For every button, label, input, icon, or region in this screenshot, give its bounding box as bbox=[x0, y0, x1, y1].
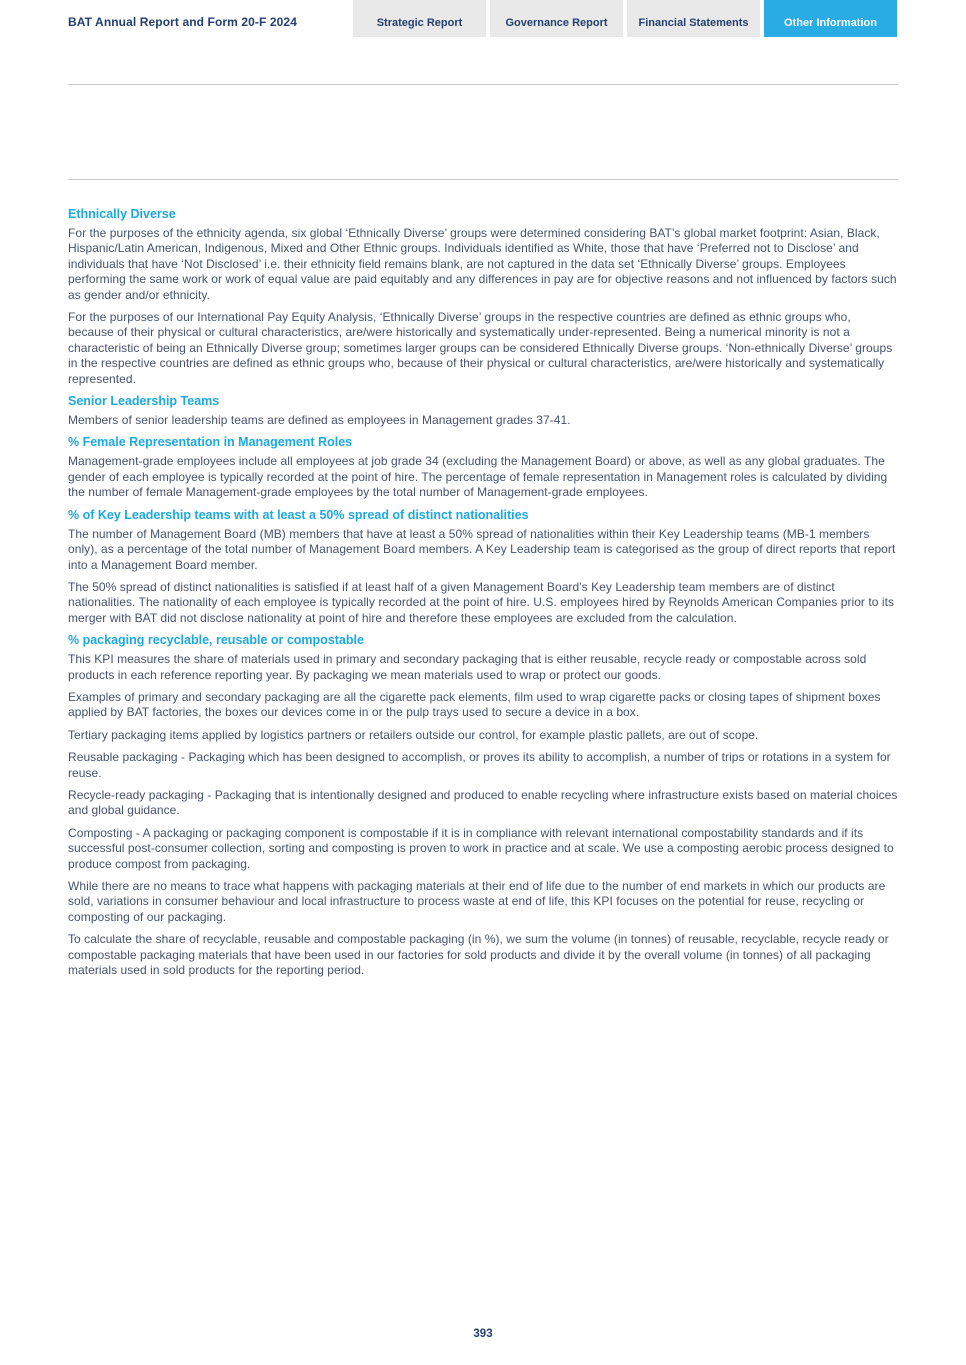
section-heading-ethnically-diverse: Ethnically Diverse bbox=[68, 207, 176, 221]
page-body bbox=[68, 200, 898, 985]
tab-strategic-report[interactable]: Strategic Report bbox=[353, 0, 486, 37]
paragraph: Reusable packaging - Packaging which has been designed to accomplish, or proves its ability to accomplish, a number of trips or rotations in a system for reuse. bbox=[68, 750, 891, 780]
tab-financial-statements[interactable]: Financial Statements bbox=[627, 0, 760, 37]
paragraph: Members of senior leadership teams are defined as employees in Management grades 37-41. bbox=[68, 413, 571, 428]
paragraph: For the purposes of the ethnicity agenda, six global ‘Ethnically Diverse’ groups were determined considering BAT’s global market footprint: Asian, Black, Hispanic/Latin American, Indigenous, Mixed and Other Ethnic groups. Individuals identified as White, those that have ‘Preferred not to Disclose’ and individuals that have ‘Not Disclosed’ i.e. their ethnicity field remains blank, are not captured in the data set ‘Ethnically Diverse’ groups. Employees performing the same work or work of equal value are paid equitably and any differences in pay are for objective reasons and not influenced by factors such as gender and/or ethnicity. bbox=[68, 226, 897, 302]
section-heading-packaging-recyclable: % packaging recyclable, reusable or compostable bbox=[68, 633, 364, 648]
paragraph: The number of Management Board (MB) members that have at least a 50% spread of nationalities within their Key Leadership teams (MB-1 members only), as a percentage of the total number of Management Board members. A Key Leadership team is categorised as the group of direct reports that report into a Management Board member. bbox=[68, 526, 896, 572]
paragraph: While there are no means to trace what happens with packaging materials at their end of life due to the number of end markets in which our products are sold, variations in consumer behaviour and local infrastructure to process waste at end of life, this KPI focuses on the potential for reuse, recycling or composting of our packaging. bbox=[68, 879, 886, 924]
tab-governance-report[interactable]: Governance Report bbox=[490, 0, 623, 37]
section-heading-key-leadership-nationalities: % of Key Leadership teams with at least a 50% spread of distinct nationalities bbox=[68, 507, 529, 522]
paragraph: Recycle-ready packaging - Packaging that is intentionally designed and produced to enable recycling where infrastructure exists based on material choices and global guidance. bbox=[68, 787, 898, 818]
paragraph: This KPI measures the share of materials used in primary and secondary packaging that is either reusable, recycle ready or compostable across sold products in each reference reporting year. By packaging we mean materials used to wrap or protect our goods. bbox=[68, 652, 867, 682]
document-title: BAT Annual Report and Form 20-F 2024 bbox=[68, 15, 297, 29]
paragraph: Examples of primary and secondary packaging are all the cigarette pack elements, film used to wrap cigarette packs or closing tapes of shipment boxes applied by BAT factories, the boxes our devices come in or the pulp trays used to secure a device in a box. bbox=[68, 689, 881, 720]
header-divider bbox=[68, 84, 898, 85]
section-packaging-recyclable bbox=[68, 633, 898, 978]
paragraph: Tertiary packaging items applied by logistics partners or retailers outside our control, for example plastic pallets, are out of scope. bbox=[68, 727, 759, 742]
tab-other-information[interactable]: Other Information bbox=[764, 0, 897, 37]
paragraph: The 50% spread of distinct nationalities is satisfied if at least half of a given Management Board’s Key Leadership team members are of distinct nationalities. The nationality of each employee is typically recorded at the point of hire. U.S. employees hired by Reynolds American Companies prior to its merger with BAT did not disclose nationality at point of hire and therefore these employees are excluded from the calculation. bbox=[68, 579, 895, 625]
section-key-leadership-nationalities bbox=[68, 508, 898, 626]
paragraph: Management-grade employees include all employees at job grade 34 (excluding the Management Board) or above, as well as any global graduates. The gender of each employee is typically recorded at the point of hire. The percentage of female representation in Management roles is calculated by dividing the number of female Management-grade employees by the total number of Management-grade employees. bbox=[68, 454, 888, 500]
title-block-divider bbox=[68, 179, 898, 180]
section-senior-leadership-teams bbox=[68, 394, 898, 428]
section-heading-female-representation: % Female Representation in Management Roles bbox=[68, 435, 353, 450]
paragraph: To calculate the share of recyclable, reusable and compostable packaging (in %), we sum the volume (in tonnes) of reusable, recyclable, recycle ready or compostable packaging materials that have been used in our factories for sold products and divide it by the overall volume (in tonnes) of all packaging materials used in sold products for the reporting period. bbox=[68, 932, 889, 978]
paragraph: Composting - A packaging or packaging component is compostable if it is in compliance with relevant international compostability standards and if its successful post-consumer collection, sorting and composting is proven to work in practice and at scale. We use a composting aerobic process designed to produce compost from packaging. bbox=[68, 825, 894, 871]
section-female-representation bbox=[68, 435, 898, 500]
report-section-tabs bbox=[353, 0, 897, 37]
section-ethnically-diverse bbox=[68, 207, 898, 387]
section-heading-senior-leadership-teams: Senior Leadership Teams bbox=[68, 394, 220, 409]
paragraph: For the purposes of our International Pay Equity Analysis, ‘Ethnically Diverse’ groups in the respective countries are defined as ethnic groups who, because of their physical or cultural characteristics, are/were historically and systematically under-represented. Being a numerical minority is not a characteristic of being an Ethnically Diverse group; sometimes larger groups can be considered Ethnically Diverse groups. ‘Non-ethnically Diverse’ groups in the respective countries are defined as ethnic groups who, because of their physical or cultural characteristics, are/were historically and systematically represented. bbox=[68, 310, 893, 386]
page-number: 393 bbox=[473, 1328, 493, 1340]
